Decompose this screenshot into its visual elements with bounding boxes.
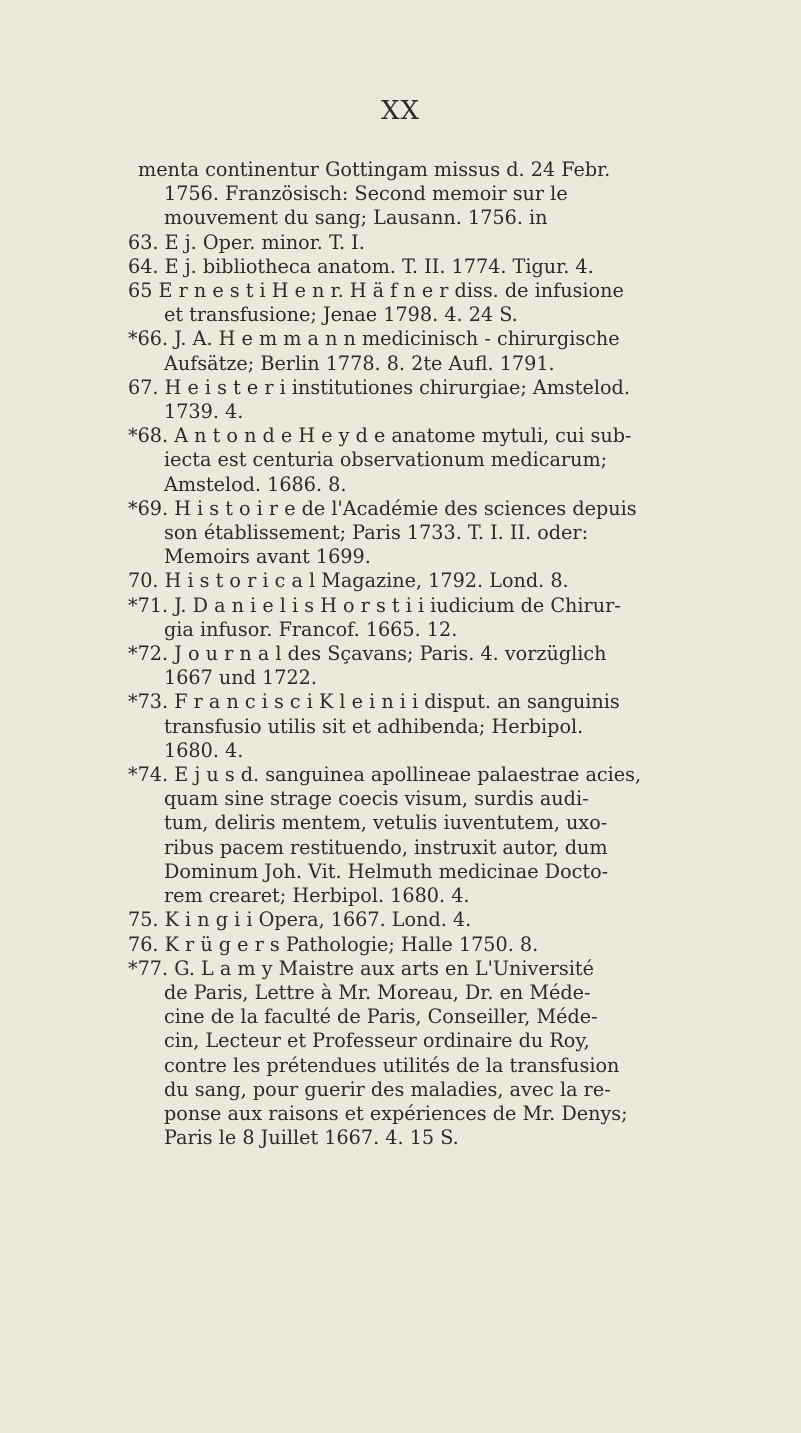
bibliography-entry [128, 569, 798, 593]
bibliography-entry [138, 158, 798, 231]
entry-line: *72. J o u r n a l des Sçavans; Paris. 4. vorzüglich [128, 642, 607, 666]
entry-line: contre les prétendues utilités de la transfusion [164, 1053, 620, 1077]
entry-line: iecta est centuria observationum medicarum; [164, 448, 608, 472]
entry-line: de Paris, Lettre à Mr. Moreau, Dr. en Méde- [164, 980, 591, 1004]
bibliography-entry [128, 424, 798, 497]
entry-line: ribus pacem restituendo, instruxit autor, dum [164, 835, 608, 859]
entry-line: *71. J. D a n i e l i s H o r s t i i iudicium de Chirur- [128, 593, 621, 617]
entry-line: *74. E j u s d. sanguinea apollineae palaestrae acies, [128, 763, 642, 787]
entry-line: 70. H i s t o r i c a l Magazine, 1792. Lond. 8. [128, 569, 569, 593]
entry-line: *66. J. A. H e m m a n n medicinisch - chirurgische [128, 327, 620, 351]
bibliography-entry [128, 279, 798, 327]
entry-line: menta continentur Gottingam missus d. 24 Febr. [138, 158, 611, 181]
entry-line: cine de la faculté de Paris, Conseiller, Méde- [164, 1005, 598, 1029]
bibliography-entry [128, 932, 798, 957]
entry-line: Paris le 8 Juillet 1667. 4. 15 S. [164, 1126, 459, 1150]
entry-line: rem crearet; Herbipol. 1680. 4. [164, 884, 470, 908]
entry-line: Amstelod. 1686. 8. [164, 472, 347, 496]
bibliography-entry [128, 375, 798, 424]
bibliography-list [128, 158, 798, 1150]
entry-line: Memoirs avant 1699. [164, 545, 371, 569]
entry-line: 1756. Französisch: Second memoir sur le [164, 182, 568, 206]
entry-line: son établissement; Paris 1733. T. I. II. oder: [164, 521, 589, 545]
bibliography-entry [128, 642, 798, 690]
bibliography-entry [128, 956, 798, 1151]
entry-line: 63. E j. Oper. minor. T. I. [128, 230, 365, 254]
bibliography-entry [128, 496, 798, 570]
entry-line: *77. G. L a m y Maistre aux arts en L'Université [128, 956, 594, 980]
entry-line: cin, Lecteur et Professeur ordinaire du Roy, [164, 1029, 590, 1053]
bibliography-entry [128, 230, 798, 255]
entry-line: tum, deliris mentem, vetulis iuventutem, uxo- [164, 811, 608, 835]
bibliography-entry [128, 908, 798, 932]
entry-line: 1667 und 1722. [164, 666, 317, 690]
entry-line: quam sine strage coecis visum, surdis audi- [164, 787, 589, 811]
entry-line: 1680. 4. [164, 738, 244, 762]
entry-line: 64. E j. bibliotheca anatom. T. II. 1774. Tigur. 4. [128, 254, 594, 278]
entry-line: *69. H i s t o i r e de l'Académie des sciences depuis [128, 496, 637, 520]
page-number: XX [380, 96, 421, 126]
bibliography-entry [128, 763, 798, 908]
entry-line: 75. K i n g i i Opera, 1667. Lond. 4. [128, 908, 472, 932]
bibliography-entry [128, 593, 798, 642]
entry-line: et transfusione; Jenae 1798. 4. 24 S. [164, 303, 518, 327]
entry-line: mouvement du sang; Lausann. 1756. in [164, 206, 548, 230]
entry-line: 67. H e i s t e r i institutiones chirurgiae; Amstelod. [128, 375, 630, 399]
entry-line: *68. A n t o n d e H e y d e anatome mytuli, cui sub- [128, 424, 632, 448]
entry-line: transfusio utilis sit et adhibenda; Herbipol. [164, 714, 584, 738]
entry-line: Aufsätze; Berlin 1778. 8. 2te Aufl. 1791. [164, 351, 555, 375]
entry-line: 65 E r n e s t i H e n r. H ä f n e r diss. de infusione [128, 279, 624, 303]
entry-line: Dominum Joh. Vit. Helmuth medicinae Docto- [164, 859, 609, 883]
bibliography-entry [128, 254, 798, 279]
entry-line: ponse aux raisons et expériences de Mr. Denys; [164, 1101, 628, 1125]
bibliography-entry [128, 690, 798, 763]
entry-line: 1739. 4. [164, 400, 244, 424]
entry-line: du sang, pour guerir des maladies, avec la re- [164, 1077, 611, 1101]
entry-line: gia infusor. Francof. 1665. 12. [164, 617, 458, 641]
entry-line: *73. F r a n c i s c i K l e i n i i disput. an sanguinis [128, 690, 620, 714]
bibliography-entry [128, 327, 798, 375]
entry-line: 76. K r ü g e r s Pathologie; Halle 1750. 8. [128, 932, 539, 956]
